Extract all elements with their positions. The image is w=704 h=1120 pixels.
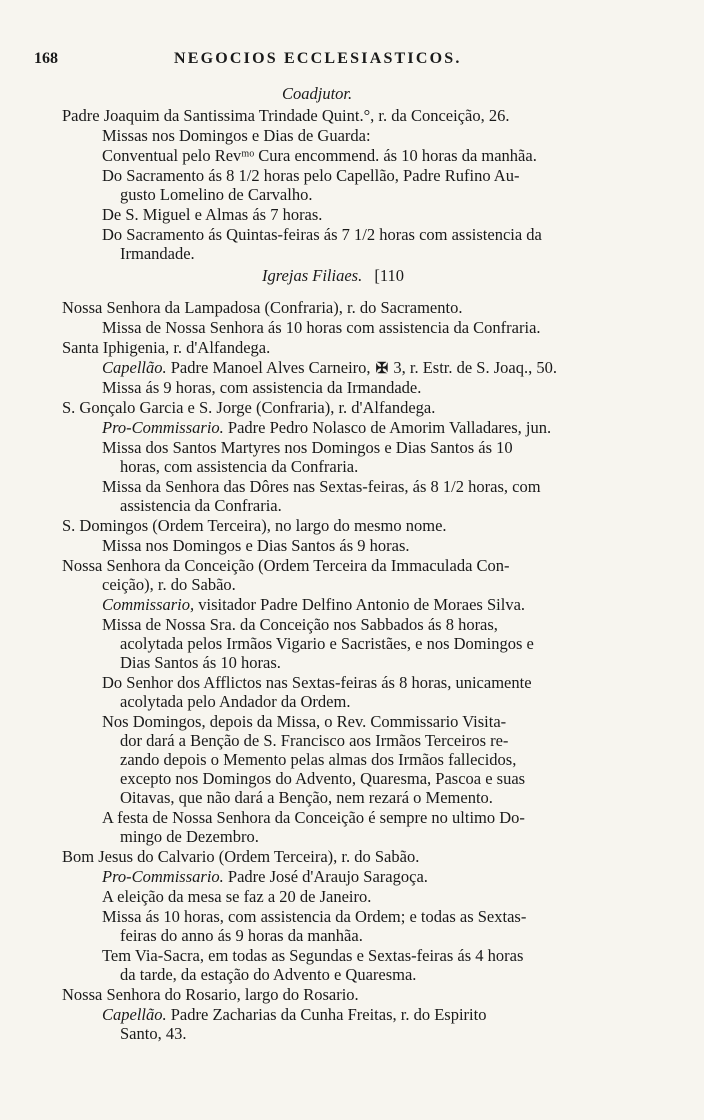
capellao-address: 3, r. Estr. de S. Joaq., 50. bbox=[393, 358, 557, 377]
conceicao-domingos-line4: excepto nos Domingos do Advento, Quaresma, Pascoa e suas bbox=[120, 769, 526, 788]
pro-commissario-label: Pro-Commissario. bbox=[102, 418, 224, 437]
calvario-missa-line2: feiras do anno ás 9 horas da manhãa. bbox=[120, 926, 363, 945]
calvario-eleicao: A eleição da mesa se faz a 20 de Janeiro. bbox=[102, 887, 372, 906]
calvario-pro-commissario bbox=[102, 867, 428, 886]
s-miguel-mass: De S. Miguel e Almas ás 7 horas. bbox=[102, 205, 323, 224]
filiais-heading bbox=[262, 266, 404, 285]
filiais-ref: [110 bbox=[374, 266, 404, 285]
entry-iphigenia: Santa Iphigenia, r. d'Alfandega. bbox=[62, 338, 271, 357]
conceicao-missa-line3: Dias Santos ás 10 horas. bbox=[120, 653, 281, 672]
coadjutor-heading: Coadjutor. bbox=[282, 84, 353, 103]
iphigenia-missa: Missa ás 9 horas, com assistencia da Irmandade. bbox=[102, 378, 422, 397]
pro-commissario-name: Padre Pedro Nolasco de Amorim Valladares, jun. bbox=[227, 418, 552, 437]
page-number: 168 bbox=[34, 50, 58, 67]
entry-domingos: S. Domingos (Ordem Terceira), no largo do mesmo nome. bbox=[62, 516, 447, 535]
iphigenia-capellao bbox=[102, 358, 557, 379]
conceicao-commissario bbox=[102, 595, 525, 614]
goncalo-missa-line1: Missa dos Santos Martyres nos Domingos e Dias Santos ás 10 bbox=[102, 438, 513, 457]
goncalo-dores-line2: assistencia da Confraria. bbox=[120, 496, 282, 515]
cross-icon: ✠ bbox=[375, 361, 389, 377]
conceicao-missa-line2: acolytada pelos Irmãos Vigario e Sacristães, e nos Domingos e bbox=[120, 634, 534, 653]
sacramento-thursday-line1: Do Sacramento ás Quintas-feiras ás 7 1/2 horas com assistencia da bbox=[102, 225, 542, 244]
capellao-label: Capellão. bbox=[102, 358, 167, 377]
sacramento-thursday-line2: Irmandade. bbox=[120, 244, 195, 263]
conceicao-domingos-line3: zando depois o Memento pelas almas dos Irmãos fallecidos, bbox=[120, 750, 517, 769]
goncalo-pro-commissario bbox=[102, 418, 551, 437]
calvario-missa-line1: Missa ás 10 horas, com assistencia da Ordem; e todas as Sextas- bbox=[102, 907, 527, 926]
conceicao-domingos-line5: Oitavas, que não dará a Benção, nem rezará o Memento. bbox=[120, 788, 493, 807]
sacramento-mass-line2: gusto Lomelino de Carvalho. bbox=[120, 185, 313, 204]
entry-conceicao-line1: Nossa Senhora da Conceição (Ordem Terceira da Immaculada Con- bbox=[62, 556, 510, 575]
conceicao-missa-line1: Missa de Nossa Sra. da Conceição nos Sabbados ás 8 horas, bbox=[102, 615, 498, 634]
conceicao-domingos-line2: dor dará a Benção de S. Francisco aos Irmãos Terceiros re- bbox=[120, 731, 509, 750]
lampadosa-missa: Missa de Nossa Senhora ás 10 horas com assistencia da Confraria. bbox=[102, 318, 541, 337]
entry-rosario: Nossa Senhora do Rosario, largo do Rosario. bbox=[62, 985, 359, 1004]
filiais-title: Igrejas Filiaes. bbox=[262, 266, 363, 285]
coadjutor-name: Padre Joaquim da Santissima Trindade Quint.°, r. da Conceição, 26. bbox=[62, 106, 510, 125]
entry-lampadosa: Nossa Senhora da Lampadosa (Confraria), r. do Sacramento. bbox=[62, 298, 463, 317]
entry-calvario: Bom Jesus do Calvario (Ordem Terceira), r. do Sabão. bbox=[62, 847, 420, 866]
rosario-capellao-line2: Santo, 43. bbox=[120, 1024, 187, 1043]
rosario-capellao-line1 bbox=[102, 1005, 486, 1024]
conceicao-afflictos-line1: Do Senhor dos Afflictos nas Sextas-feiras ás 8 horas, unicamente bbox=[102, 673, 532, 692]
entry-conceicao-line2: ceição), r. do Sabão. bbox=[102, 575, 236, 594]
commissario-label: Commissario, bbox=[102, 595, 195, 614]
entry-goncalo: S. Gonçalo Garcia e S. Jorge (Confraria), r. d'Alfandega. bbox=[62, 398, 436, 417]
conventual-mass: Conventual pelo Revᵐᵒ Cura encommend. ás 10 horas da manhãa. bbox=[102, 146, 537, 165]
masses-title: Missas nos Domingos e Dias de Guarda: bbox=[102, 126, 371, 145]
commissario-name: visitador Padre Delfino Antonio de Moraes Silva. bbox=[198, 595, 526, 614]
capellao-name: Padre Manoel Alves Carneiro, bbox=[170, 358, 371, 377]
conceicao-festa-line1: A festa de Nossa Senhora da Conceição é sempre no ultimo Do- bbox=[102, 808, 525, 827]
conceicao-afflictos-line2: acolytada pelo Andador da Ordem. bbox=[120, 692, 351, 711]
conceicao-domingos-line1: Nos Domingos, depois da Missa, o Rev. Commissario Visita- bbox=[102, 712, 507, 731]
goncalo-dores-line1: Missa da Senhora das Dôres nas Sextas-feiras, ás 8 1/2 horas, com bbox=[102, 477, 541, 496]
conceicao-festa-line2: mingo de Dezembro. bbox=[120, 827, 259, 846]
domingos-missa: Missa nos Domingos e Dias Santos ás 9 horas. bbox=[102, 536, 410, 555]
pro-commissario-label: Pro-Commissario. bbox=[102, 867, 224, 886]
calvario-via-line2: da tarde, da estação do Advento e Quaresma. bbox=[120, 965, 417, 984]
running-title: NEGOCIOS ECCLESIASTICOS. bbox=[174, 50, 462, 67]
capellao-label: Capellão. bbox=[102, 1005, 167, 1024]
capellao-name: Padre Zacharias da Cunha Freitas, r. do Espirito bbox=[170, 1005, 487, 1024]
goncalo-missa-line2: horas, com assistencia da Confraria. bbox=[120, 457, 359, 476]
page-header bbox=[34, 50, 674, 74]
sacramento-mass-line1: Do Sacramento ás 8 1/2 horas pelo Capellão, Padre Rufino Au- bbox=[102, 166, 520, 185]
calvario-via-line1: Tem Via-Sacra, em todas as Segundas e Sextas-feiras ás 4 horas bbox=[102, 946, 524, 965]
pro-commissario-name: Padre José d'Araujo Saragoça. bbox=[227, 867, 428, 886]
